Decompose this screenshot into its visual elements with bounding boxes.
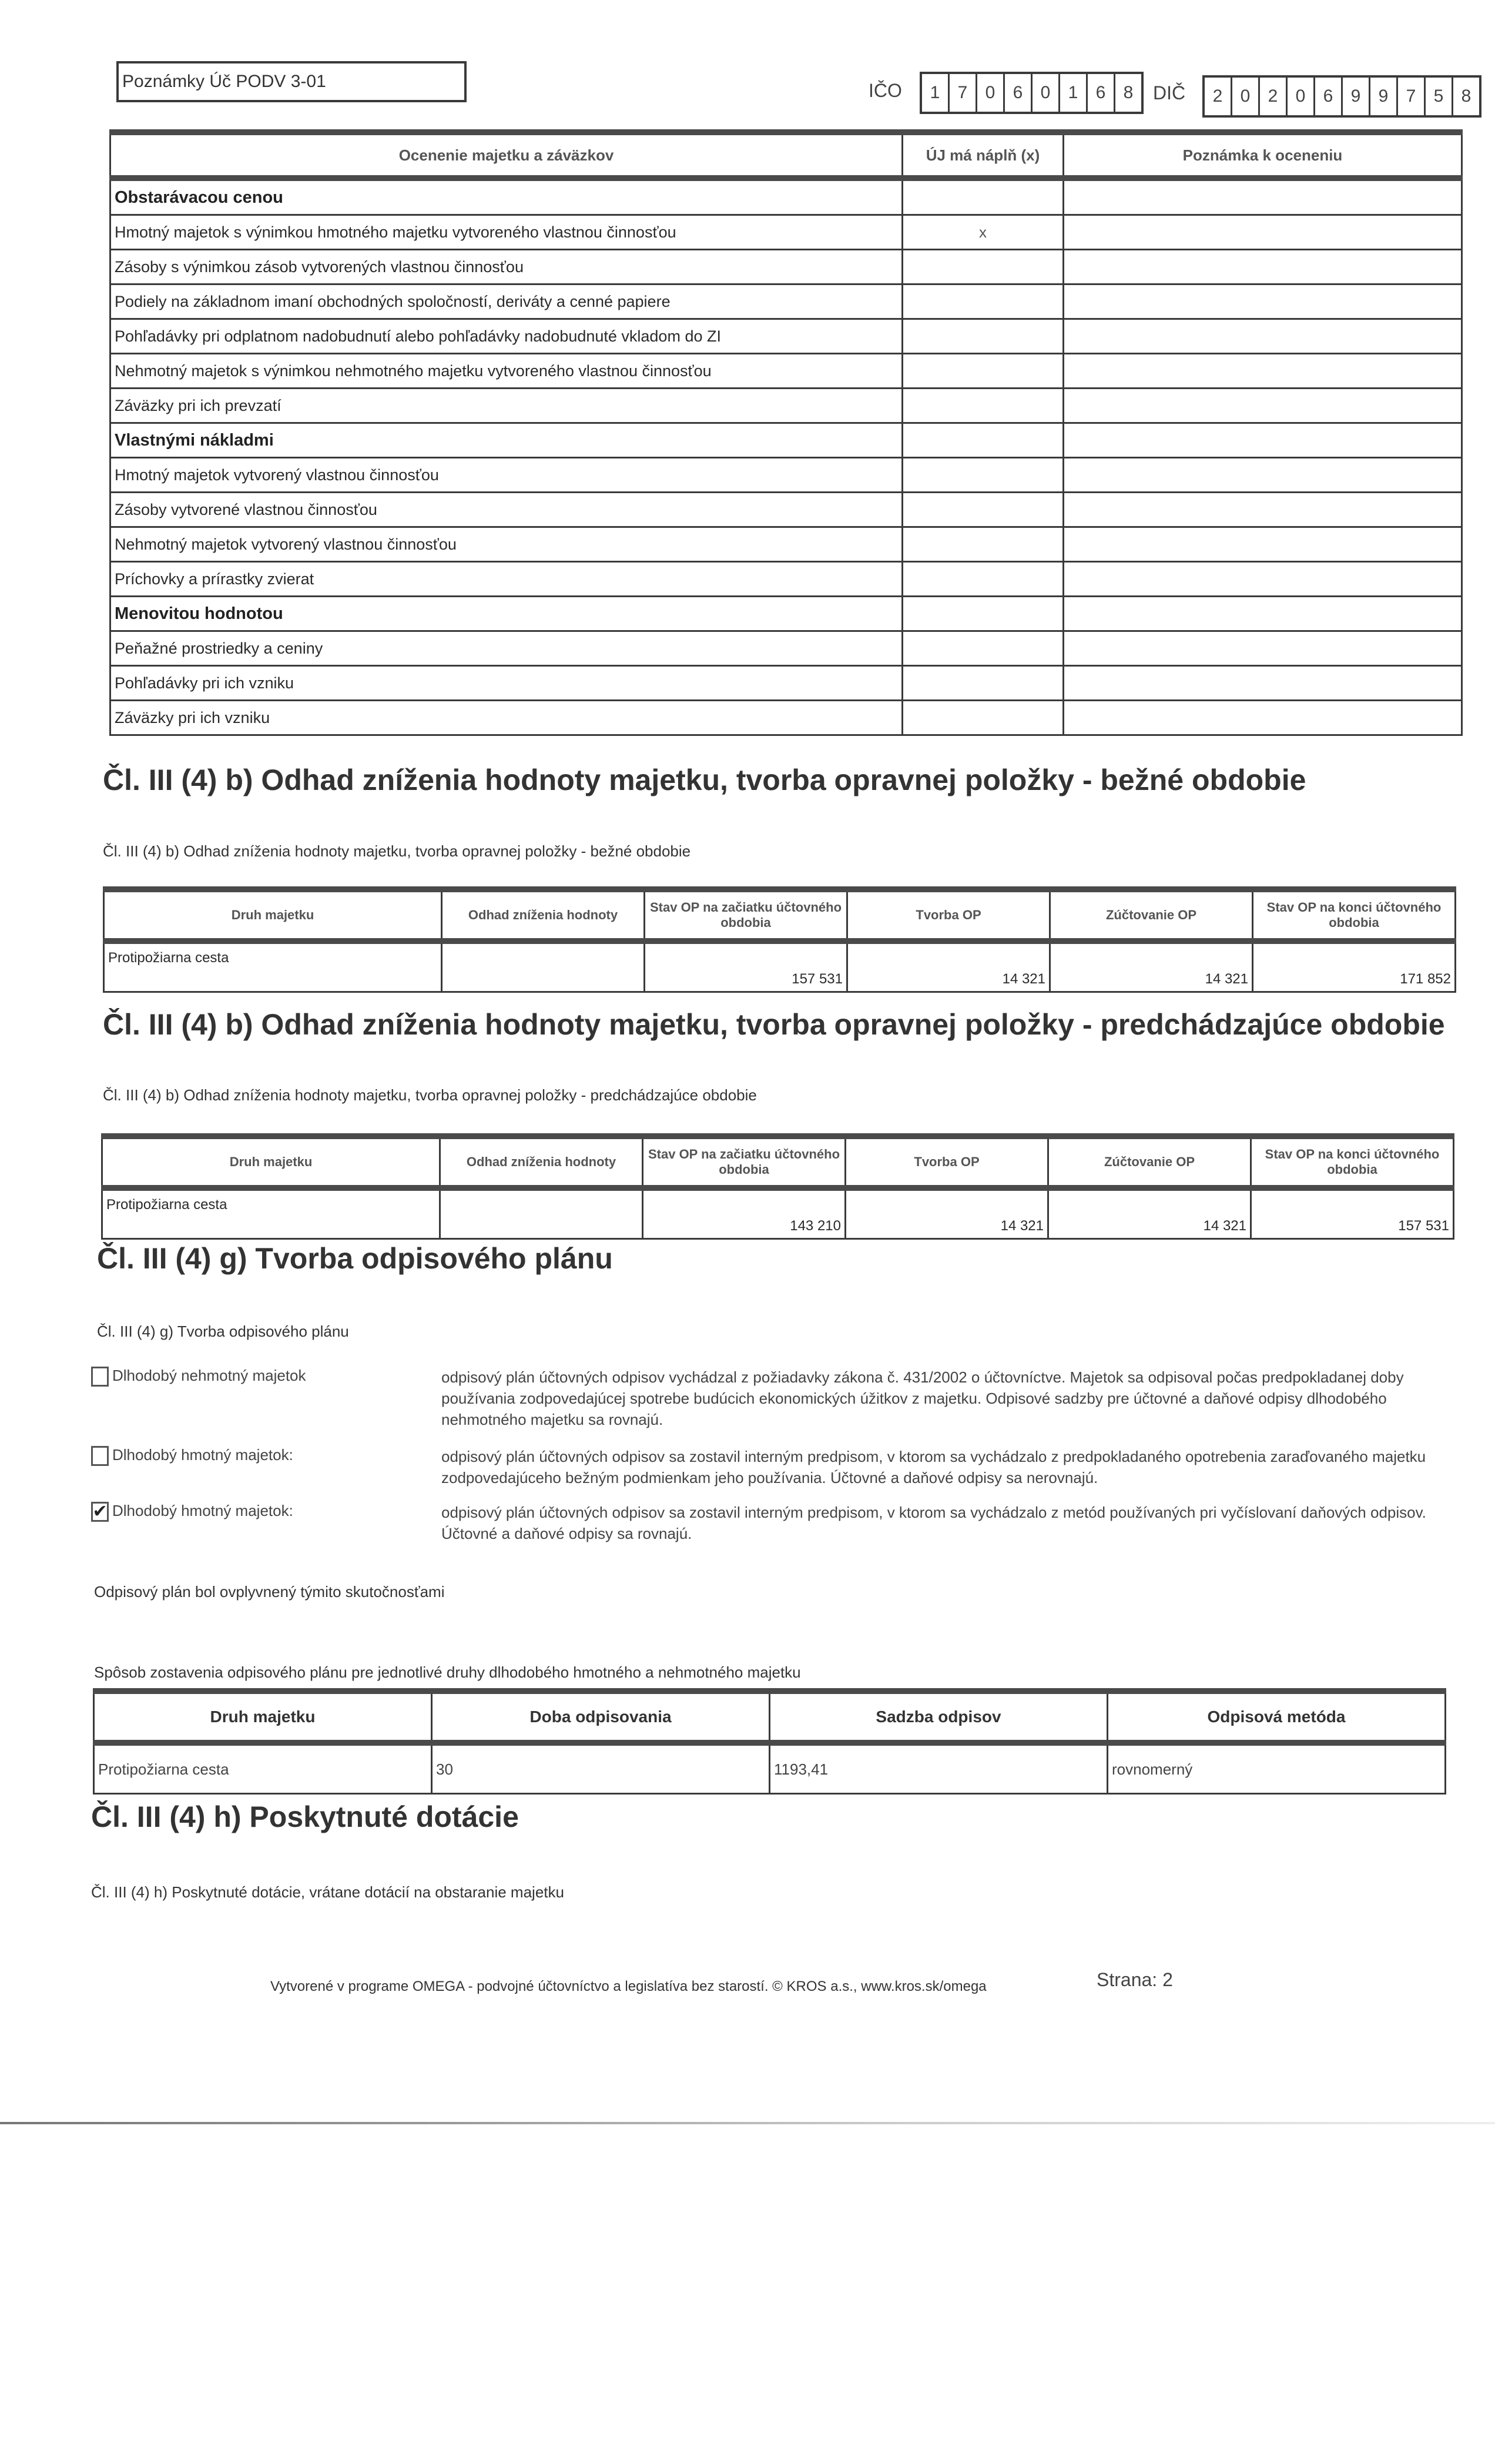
option-intangible (91, 1367, 1452, 1430)
table-row (110, 354, 1462, 389)
dic-digit: 8 (1461, 86, 1471, 106)
mark-cell[interactable] (903, 284, 1064, 319)
op-settlement-cell: 14 321 (1048, 1188, 1251, 1239)
category-row (110, 178, 1462, 215)
page-number: Strana: 2 (1097, 1969, 1173, 1990)
page-bottom-edge (0, 2122, 1495, 2124)
row-label: Záväzky pri ich vzniku (110, 701, 903, 735)
note-cell[interactable] (1064, 597, 1462, 631)
row-label: Zásoby s výnimkou zásob vytvorených vlastnou činnosťou (110, 250, 903, 284)
table-row (110, 284, 1462, 319)
col-header-op-settlement: Zúčtovanie OP (1050, 889, 1253, 941)
note-cell[interactable] (1064, 493, 1462, 527)
table-row (94, 1743, 1446, 1794)
mark-cell[interactable] (903, 354, 1064, 389)
category-row (110, 597, 1462, 631)
impairment-cell (440, 1188, 643, 1239)
section-heading-g: Čl. III (4) g) Tvorba odpisového plánu (97, 1242, 613, 1275)
ico-label: IČO (869, 80, 902, 101)
note-cell[interactable] (1064, 458, 1462, 493)
ico-digit: 8 (1123, 83, 1134, 102)
table-row (110, 666, 1462, 701)
ico-digit: 0 (977, 74, 1005, 112)
footer-created-with: Vytvorené v programe OMEGA - podvojné účtovníctvo a legislatíva bez starostí. © KROS a.s., www.kros.sk/omega (270, 1978, 987, 1994)
row-label: Zásoby vytvorené vlastnou činnosťou (110, 493, 903, 527)
col-header-op-start: Stav OP na začiatku účtovného obdobia (645, 889, 847, 941)
mark-cell[interactable] (903, 562, 1064, 597)
mark-cell[interactable] (903, 493, 1064, 527)
row-label: Vlastnými nákladmi (110, 423, 903, 458)
col-header-op-creation: Tvorba OP (847, 889, 1050, 941)
mark-cell[interactable] (903, 250, 1064, 284)
note-cell[interactable] (1064, 284, 1462, 319)
col-header-asset-type: Druh majetku (104, 889, 442, 941)
ico-digit: 7 (950, 74, 977, 112)
mark-cell[interactable] (903, 666, 1064, 701)
impairment-table-current (103, 886, 1456, 993)
col-header-valuation: Ocenenie majetku a záväzkov (110, 132, 903, 178)
col-header-depreciation-method: Odpisová metóda (1108, 1691, 1446, 1743)
method-label: Spôsob zostavenia odpisového plánu pre jednotlivé druhy dlhodobého hmotného a nehmotného majetku (94, 1663, 801, 1681)
note-cell[interactable] (1064, 178, 1462, 215)
checkbox-tangible-internal[interactable] (91, 1446, 109, 1466)
option-label: Dlhodobý nehmotný majetok (112, 1367, 306, 1384)
table-row (110, 319, 1462, 354)
checkbox-intangible[interactable] (91, 1367, 109, 1387)
col-header-has-content: ÚJ má náplň (x) (903, 132, 1064, 178)
dic-label: DIČ (1153, 82, 1186, 103)
option-label: Dlhodobý hmotný majetok: (112, 1502, 293, 1519)
table-row (110, 493, 1462, 527)
asset-type-cell: Protipožiarna cesta (104, 941, 442, 992)
row-label: Pohľadávky pri odplatnom nadobudnutí alebo pohľadávky nadobudnuté vkladom do ZI (110, 319, 903, 354)
asset-type-cell: Protipožiarna cesta (102, 1188, 440, 1239)
dic-field (1202, 75, 1481, 118)
op-start-cell: 143 210 (643, 1188, 846, 1239)
table-row (110, 458, 1462, 493)
section-heading-h: Čl. III (4) h) Poskytnuté dotácie (91, 1800, 519, 1833)
col-header-impairment-estimate: Odhad zníženia hodnoty (442, 889, 645, 941)
dic-digit: 2 (1260, 78, 1288, 115)
note-cell[interactable] (1064, 319, 1462, 354)
valuation-table (109, 129, 1463, 736)
depreciation-rate-cell: 1193,41 (770, 1743, 1108, 1794)
ico-digit: 1 (1060, 74, 1088, 112)
dic-digit: 5 (1426, 78, 1453, 115)
dic-digit: 0 (1232, 78, 1260, 115)
mark-cell[interactable] (903, 527, 1064, 562)
op-creation-cell: 14 321 (846, 1188, 1048, 1239)
row-label: Nehmotný majetok vytvorený vlastnou činnosťou (110, 527, 903, 562)
table-row (110, 250, 1462, 284)
mark-cell[interactable] (903, 389, 1064, 423)
option-description: odpisový plán účtovných odpisov sa zostavil interným predpisom, v ktorom sa vychádzalo z metód používaných pri vyčíslovaní daňových odpisov. Účtovné a daňové odpisy sa rovnajú. (441, 1504, 1426, 1542)
influenced-label: Odpisový plán bol ovplyvnený týmito skutočnosťami (94, 1583, 445, 1601)
row-label: Menovitou hodnotou (110, 597, 903, 631)
section-heading-b-previous: Čl. III (4) b) Odhad zníženia hodnoty majetku, tvorba opravnej položky - predchádzajúce obdobie (103, 1008, 1445, 1041)
col-header-op-end: Stav OP na konci účtovného obdobia (1253, 889, 1456, 941)
table-row (110, 215, 1462, 250)
row-label: Hmotný majetok s výnimkou hmotného majetku vytvoreného vlastnou činnosťou (110, 215, 903, 250)
mark-cell[interactable] (903, 631, 1064, 666)
col-header-depreciation-period: Doba odpisovania (432, 1691, 770, 1743)
checkbox-tangible-tax[interactable] (91, 1502, 109, 1522)
op-end-cell: 171 852 (1253, 941, 1456, 992)
note-cell[interactable] (1064, 389, 1462, 423)
section-heading-b-current: Čl. III (4) b) Odhad zníženia hodnoty majetku, tvorba opravnej položky - bežné obdobie (103, 764, 1306, 796)
op-end-cell: 157 531 (1251, 1188, 1454, 1239)
depreciation-plan-table (93, 1688, 1446, 1795)
impairment-cell (442, 941, 645, 992)
col-header-asset-type: Druh majetku (102, 1136, 440, 1188)
row-label: Nehmotný majetok s výnimkou nehmotného majetku vytvoreného vlastnou činnosťou (110, 354, 903, 389)
note-cell[interactable] (1064, 701, 1462, 735)
table-row (110, 631, 1462, 666)
col-header-op-creation: Tvorba OP (846, 1136, 1048, 1188)
col-header-op-end: Stav OP na konci účtovného obdobia (1251, 1136, 1454, 1188)
col-header-op-settlement: Zúčtovanie OP (1048, 1136, 1251, 1188)
row-label: Pohľadávky pri ich vzniku (110, 666, 903, 701)
note-cell[interactable] (1064, 423, 1462, 458)
option-tangible-internal (91, 1446, 1452, 1488)
option-description: odpisový plán účtovných odpisov sa zostavil interným predpisom, v ktorom sa vychádzalo z predpokladaného opotrebenia zaraďovaného majetku zodpovedajúceho bežným podmienkam jeho používania. Účtovné a daňové odpisy sa nerovnajú. (441, 1448, 1426, 1487)
note-cell[interactable] (1064, 215, 1462, 250)
dic-digit: 9 (1343, 78, 1370, 115)
table-row (110, 562, 1462, 597)
depreciation-method-cell: rovnomerný (1108, 1743, 1446, 1794)
note-cell[interactable] (1064, 354, 1462, 389)
section-subheading-g: Čl. III (4) g) Tvorba odpisového plánu (97, 1323, 349, 1340)
form-title: Poznámky Úč PODV 3-01 (116, 61, 467, 102)
mark-cell[interactable] (903, 458, 1064, 493)
section-subheading-h: Čl. III (4) h) Poskytnuté dotácie, vrátane dotácií na obstaranie majetku (91, 1883, 564, 1901)
row-label: Záväzky pri ich prevzatí (110, 389, 903, 423)
col-header-asset-type: Druh majetku (94, 1691, 432, 1743)
table-row (102, 1188, 1454, 1239)
asset-type-cell: Protipožiarna cesta (94, 1743, 432, 1794)
ico-digit: 1 (922, 74, 950, 112)
mark-cell[interactable] (903, 597, 1064, 631)
option-tangible-tax (91, 1502, 1452, 1544)
category-row (110, 423, 1462, 458)
ico-field (920, 72, 1144, 114)
mark-cell[interactable] (903, 178, 1064, 215)
row-label: Peňažné prostriedky a ceniny (110, 631, 903, 666)
dic-digit: 2 (1205, 78, 1232, 115)
table-row (104, 941, 1456, 992)
mark-cell[interactable] (903, 701, 1064, 735)
mark-cell[interactable] (903, 423, 1064, 458)
section-subheading-b-previous: Čl. III (4) b) Odhad zníženia hodnoty majetku, tvorba opravnej položky - predchádzajúce obdobie (103, 1086, 757, 1104)
note-cell[interactable] (1064, 631, 1462, 666)
dic-digit: 9 (1370, 78, 1398, 115)
row-label: Hmotný majetok vytvorený vlastnou činnosťou (110, 458, 903, 493)
op-settlement-cell: 14 321 (1050, 941, 1253, 992)
col-header-depreciation-rate: Sadzba odpisov (770, 1691, 1108, 1743)
row-label: Príchovky a prírastky zvierat (110, 562, 903, 597)
mark-cell[interactable] (903, 319, 1064, 354)
dic-digit: 0 (1288, 78, 1315, 115)
section-subheading-b-current: Čl. III (4) b) Odhad zníženia hodnoty majetku, tvorba opravnej položky - bežné obdobie (103, 842, 691, 860)
note-cell[interactable] (1064, 562, 1462, 597)
ico-digit: 6 (1088, 74, 1115, 112)
col-header-op-start: Stav OP na začiatku účtovného obdobia (643, 1136, 846, 1188)
ico-digit: 0 (1033, 74, 1060, 112)
col-header-note: Poznámka k oceneniu (1064, 132, 1462, 178)
ico-digit: 6 (1005, 74, 1033, 112)
table-row (110, 701, 1462, 735)
option-label: Dlhodobý hmotný majetok: (112, 1446, 293, 1464)
note-cell[interactable] (1064, 666, 1462, 701)
table-row (110, 527, 1462, 562)
col-header-impairment-estimate: Odhad zníženia hodnoty (440, 1136, 643, 1188)
row-label: Obstarávacou cenou (110, 178, 903, 215)
note-cell[interactable] (1064, 250, 1462, 284)
note-cell[interactable] (1064, 527, 1462, 562)
option-description: odpisový plán účtovných odpisov vychádzal z požiadavky zákona č. 431/2002 o účtovníctve. Majetok sa odpisoval počas predpokladanej doby používania zodpovedajúcej spotrebe budúcich ekonomických úžitkov z majetku. Odpisové sadzby pre účtovné a daňové odpisy dlhodobého nehmotného majetku sa rovnajú. (441, 1368, 1404, 1428)
dic-digit: 6 (1315, 78, 1343, 115)
table-row (110, 389, 1462, 423)
op-start-cell: 157 531 (645, 941, 847, 992)
dic-digit: 7 (1398, 78, 1426, 115)
mark-cell[interactable]: x (903, 215, 1064, 250)
op-creation-cell: 14 321 (847, 941, 1050, 992)
impairment-table-previous (101, 1133, 1454, 1240)
depreciation-period-cell: 30 (432, 1743, 770, 1794)
row-label: Podiely na základnom imaní obchodných spoločností, deriváty a cenné papiere (110, 284, 903, 319)
checkmark-icon: ✔ (92, 1502, 108, 1521)
